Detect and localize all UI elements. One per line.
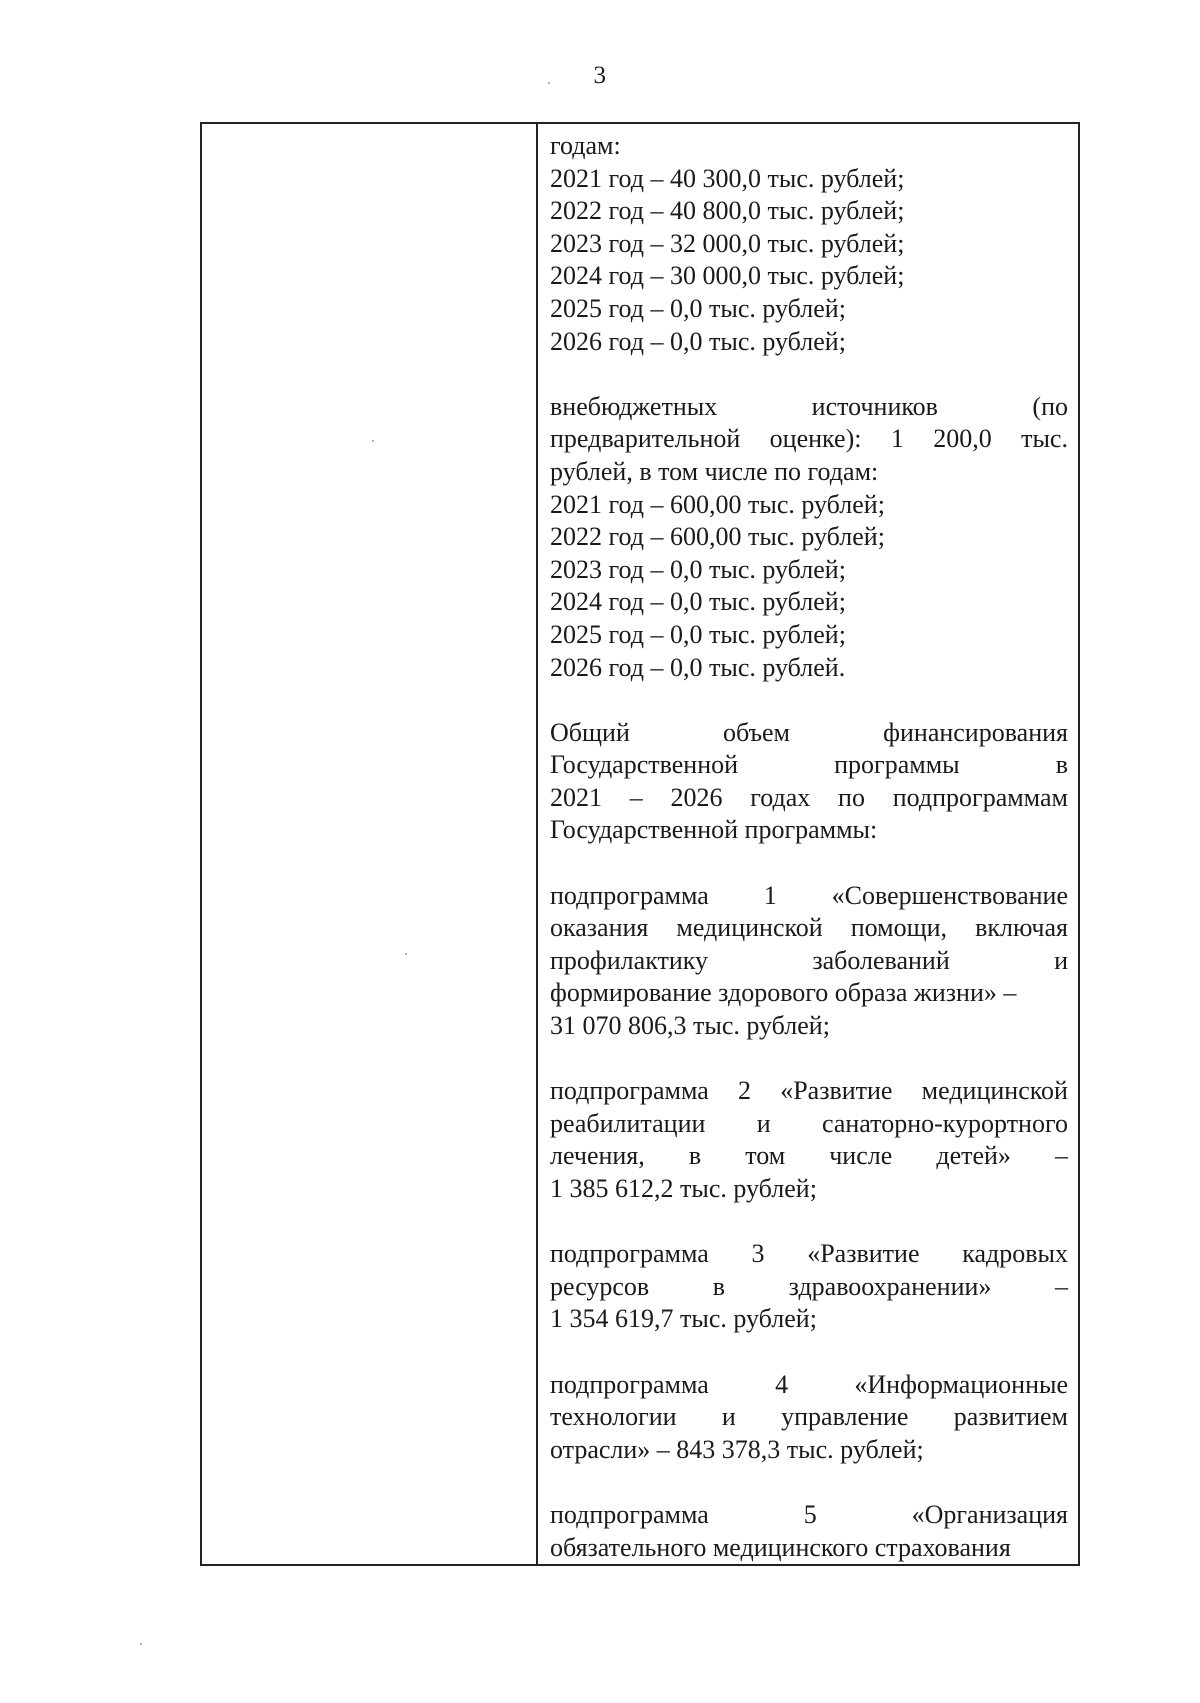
text-line bbox=[550, 1108, 1068, 1141]
text-line: 1 354 619,7 тыс. рублей; bbox=[550, 1304, 817, 1334]
word: 200,0 bbox=[933, 424, 992, 454]
word: числе bbox=[829, 1141, 893, 1171]
text-line bbox=[550, 1499, 1068, 1532]
subprogram-2-block bbox=[550, 1075, 1068, 1205]
word: подпрограмма bbox=[550, 1076, 709, 1106]
text-line: 2026 год – 0,0 тыс. рублей. bbox=[550, 652, 846, 682]
word: детей» bbox=[936, 1141, 1011, 1171]
program-table bbox=[200, 122, 1080, 1566]
text-line: 2026 год – 0,0 тыс. рублей; bbox=[550, 326, 846, 356]
word: внебюджетных bbox=[550, 391, 718, 421]
subprogram-3-block bbox=[550, 1238, 1068, 1336]
text-line: 2022 год – 40 800,0 тыс. рублей; bbox=[550, 196, 905, 226]
scan-speck bbox=[405, 953, 407, 955]
budget-years-block bbox=[550, 130, 1068, 358]
subprogram-4-block bbox=[550, 1369, 1068, 1467]
word: ресурсов bbox=[550, 1271, 650, 1301]
word: заболеваний bbox=[812, 945, 950, 975]
word: управление bbox=[781, 1402, 909, 1432]
word: и bbox=[1054, 945, 1068, 975]
word: – bbox=[629, 782, 643, 812]
text-line: 2023 год – 32 000,0 тыс. рублей; bbox=[550, 228, 905, 258]
text-line bbox=[550, 1369, 1068, 1402]
text-line bbox=[550, 1401, 1068, 1434]
word: подпрограмма bbox=[550, 1239, 709, 1269]
text-line: Государственной программы: bbox=[550, 815, 878, 845]
scan-speck bbox=[140, 1643, 142, 1645]
word: здравоохранении» bbox=[788, 1271, 992, 1301]
word: Общий bbox=[550, 717, 630, 747]
word: финансирования bbox=[883, 717, 1068, 747]
word: 1 bbox=[890, 424, 904, 454]
word: объем bbox=[722, 717, 791, 747]
word: «Развитие bbox=[807, 1239, 920, 1269]
word: 3 bbox=[751, 1239, 765, 1269]
text-line: отрасли» – 843 378,3 тыс. рублей; bbox=[550, 1434, 924, 1464]
word: программы bbox=[834, 750, 960, 780]
subprogram-1-block bbox=[550, 880, 1068, 1043]
table-row bbox=[201, 123, 1079, 1565]
text-line: формирование здорового образа жизни» – bbox=[550, 978, 1017, 1008]
text-line bbox=[550, 945, 1068, 978]
text-line bbox=[550, 749, 1068, 782]
word: развитием bbox=[953, 1402, 1068, 1432]
word: 2 bbox=[737, 1076, 751, 1106]
word: тыс. bbox=[1021, 424, 1068, 454]
word: реабилитации bbox=[550, 1108, 706, 1138]
word: кадровых bbox=[962, 1239, 1068, 1269]
word: – bbox=[1055, 1141, 1068, 1171]
word: предварительной bbox=[550, 424, 741, 454]
word: медицинской bbox=[676, 913, 823, 943]
word: подпрограмма bbox=[550, 1369, 709, 1399]
word: оценке): bbox=[769, 424, 862, 454]
scan-speck bbox=[548, 82, 550, 84]
text-line: 2024 год – 30 000,0 тыс. рублей; bbox=[550, 261, 905, 291]
text-line: 2023 год – 0,0 тыс. рублей; bbox=[550, 554, 846, 584]
word: «Информационные bbox=[854, 1369, 1068, 1399]
text-line: 2025 год – 0,0 тыс. рублей; bbox=[550, 619, 846, 649]
scan-speck bbox=[372, 440, 374, 442]
text-line: 2022 год – 600,00 тыс. рублей; bbox=[550, 522, 885, 552]
word: и bbox=[721, 1402, 736, 1432]
total-funding-block bbox=[550, 717, 1068, 847]
table-cell-left-empty bbox=[201, 123, 537, 1565]
word: 1 bbox=[763, 880, 777, 910]
word: санаторно-курортного bbox=[822, 1108, 1068, 1138]
word: (по bbox=[1032, 391, 1068, 421]
text-line: 2024 год – 0,0 тыс. рублей; bbox=[550, 587, 846, 617]
text-line bbox=[550, 1238, 1068, 1271]
text-line: 2021 год – 40 300,0 тыс. рублей; bbox=[550, 163, 905, 193]
word: 2021 bbox=[550, 782, 602, 812]
word: 2026 bbox=[670, 782, 723, 812]
word: в bbox=[712, 1271, 726, 1301]
word: оказания bbox=[550, 913, 649, 943]
word: подпрограмма bbox=[550, 880, 709, 910]
text-line: 1 385 612,2 тыс. рублей; bbox=[550, 1174, 817, 1203]
text-line bbox=[550, 912, 1068, 945]
page-number: 3 bbox=[593, 62, 607, 89]
word: медицинской bbox=[921, 1076, 1068, 1106]
text-line bbox=[550, 391, 1068, 424]
text-line: рублей, в том числе по годам: bbox=[550, 456, 879, 486]
offbudget-block bbox=[550, 391, 1068, 684]
subprogram-5-block bbox=[550, 1499, 1068, 1564]
table-cell-right bbox=[537, 123, 1079, 1565]
word: в bbox=[1055, 750, 1068, 780]
text-line bbox=[550, 880, 1068, 913]
word: годах bbox=[750, 782, 811, 812]
text-line bbox=[550, 717, 1068, 750]
word: подпрограммам bbox=[892, 782, 1068, 812]
text-line: обязательного медицинского страхования bbox=[550, 1532, 1011, 1562]
text-line bbox=[550, 1075, 1068, 1108]
word: по bbox=[838, 782, 865, 812]
word: – bbox=[1054, 1271, 1068, 1301]
word: том bbox=[745, 1141, 786, 1171]
word: помощи, bbox=[850, 913, 948, 943]
text-line bbox=[550, 782, 1068, 815]
word: в bbox=[688, 1141, 702, 1171]
text-line: 31 070 806,3 тыс. рублей; bbox=[550, 1011, 830, 1041]
word: «Совершенствование bbox=[831, 880, 1068, 910]
text-line: 2025 год – 0,0 тыс. рублей; bbox=[550, 293, 846, 323]
word: включая bbox=[975, 913, 1068, 943]
word: Государственной bbox=[550, 750, 739, 780]
word: 4 bbox=[775, 1369, 789, 1399]
word: лечения, bbox=[550, 1141, 645, 1171]
text-line: 2021 год – 600,00 тыс. рублей; bbox=[550, 489, 885, 519]
word: технологии bbox=[550, 1402, 677, 1432]
word: «Организация bbox=[911, 1499, 1068, 1529]
text-line bbox=[550, 1140, 1068, 1173]
text-line bbox=[550, 1271, 1068, 1304]
word: 5 bbox=[803, 1499, 817, 1529]
word: подпрограмма bbox=[550, 1499, 709, 1529]
text-line bbox=[550, 423, 1068, 456]
word: профилактику bbox=[550, 945, 709, 975]
text-line: годам: bbox=[550, 131, 621, 160]
word: и bbox=[756, 1108, 771, 1138]
word: «Развитие bbox=[780, 1076, 893, 1106]
word: источников bbox=[811, 391, 938, 421]
